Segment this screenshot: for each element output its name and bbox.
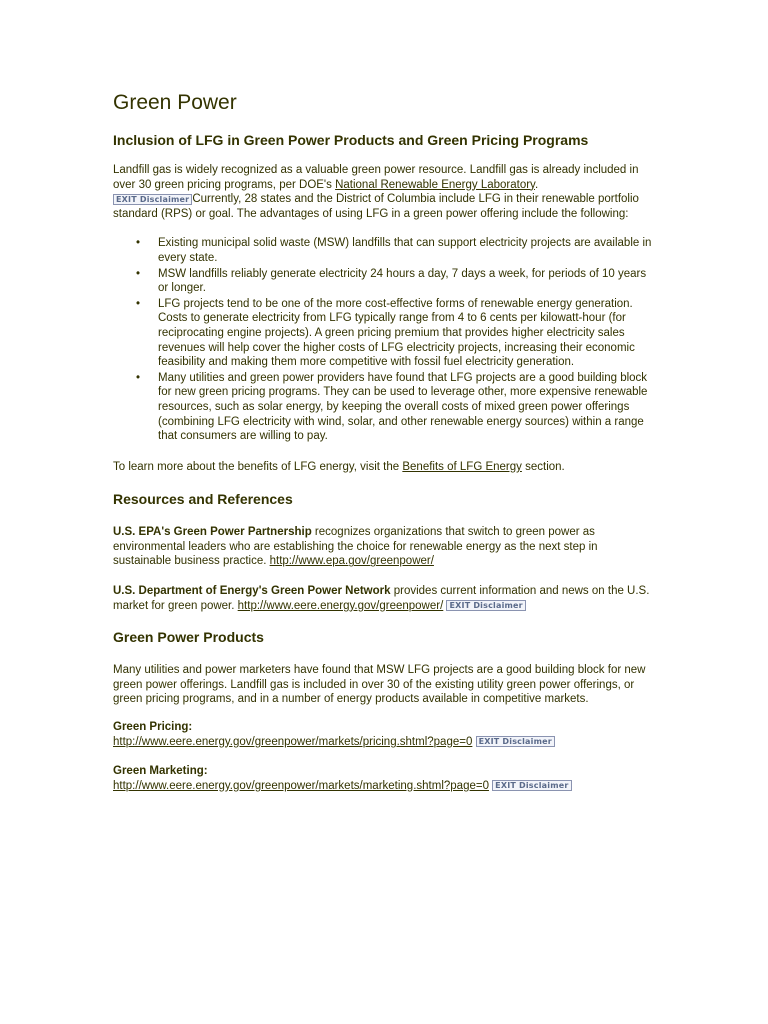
doe-greenpower-link[interactable]: http://www.eere.energy.gov/greenpower/ — [237, 599, 444, 612]
nrel-link[interactable]: National Renewable Energy Laboratory — [335, 178, 535, 191]
doe-program-name: U.S. Department of Energy's Green Power Network — [113, 585, 391, 598]
section-heading-lfg-inclusion: Inclusion of LFG in Green Power Products and Green Pricing Programs — [113, 132, 589, 148]
exit-disclaimer-badge[interactable]: EXIT Disclaimer — [476, 736, 555, 747]
bullet-icon: • — [136, 267, 141, 280]
benefits-of-lfg-link[interactable]: Benefits of LFG Energy — [402, 460, 522, 473]
page-title: Green Power — [113, 91, 237, 114]
epa-greenpower-link[interactable]: http://www.epa.gov/greenpower/ — [269, 555, 434, 568]
list-item-text: Existing municipal solid waste (MSW) landfills that can support electricity projects are available in every state. — [158, 237, 652, 264]
list-item-text: LFG projects tend to be one of the more cost-effective forms of renewable energy generation. Costs to generate electricity from LFG typically range from 4 to 6 cents per kilowatt-hour (for reciprocating engine projects). A green pricing premium that provides higher electricity sales revenues will help cover the higher costs of LFG electricity projects, increasing their economic feasibility and making them more competitive with fossil fuel electricity generation. — [158, 297, 635, 369]
section-heading-resources: Resources and References — [113, 491, 293, 508]
intro-paragraph — [113, 163, 658, 221]
green-marketing-label: Green Marketing: — [113, 765, 208, 778]
intro-text-part1: Landfill gas is widely recognized as a valuable green power resource. Landfill gas is already included in over 30 green pricing programs, per DOE's — [113, 164, 639, 191]
green-pricing-block — [113, 720, 658, 749]
exit-disclaimer-badge[interactable]: EXIT Disclaimer — [492, 780, 571, 791]
list-item — [136, 297, 658, 370]
document-page — [113, 88, 658, 808]
section-heading-products: Green Power Products — [113, 629, 264, 646]
learn-more-paragraph — [113, 460, 658, 475]
bullet-icon: • — [136, 237, 141, 250]
learn-more-trail: section. — [521, 460, 565, 473]
green-pricing-link[interactable]: http://www.eere.energy.gov/greenpower/markets/pricing.shtml?page=0 — [113, 735, 473, 748]
epa-description: recognizes organizations that switch to green power as environmental leaders who are establishing the choice for renewable energy as the next step in sustainable business practice. — [113, 526, 598, 568]
doe-description: provides current information and news on the U.S. market for green power. — [113, 585, 650, 612]
green-marketing-block — [113, 764, 658, 793]
list-item — [136, 267, 658, 296]
list-item — [136, 236, 658, 265]
bullet-icon: • — [136, 371, 141, 384]
epa-resource-paragraph — [113, 525, 658, 569]
list-item — [136, 371, 658, 444]
intro-text-part2: Currently, 28 states and the District of Columbia include LFG in their renewable portfolio standard (RPS) or goal. The advantages of using LFG in a green power offering include the following: — [113, 193, 639, 220]
advantages-list — [113, 236, 658, 443]
bullet-icon: • — [136, 297, 141, 310]
intro-link-trail: . — [534, 178, 539, 191]
green-marketing-link[interactable]: http://www.eere.energy.gov/greenpower/markets/marketing.shtml?page=0 — [113, 779, 489, 792]
exit-disclaimer-badge[interactable]: EXIT Disclaimer — [446, 600, 525, 611]
epa-program-name: U.S. EPA's Green Power Partnership — [113, 526, 312, 539]
list-item-text: Many utilities and green power providers have found that LFG projects are a good building block for new green pricing programs. They can be used to leverage other, more expensive renewable resources, such as solar energy, by keeping the overall costs of mixed green power offerings (combining LFG electricity with wind, solar, and other renewable energy sources) within a range that consumers are willing to pay. — [158, 371, 648, 443]
products-intro-paragraph: Many utilities and power marketers have found that MSW LFG projects are a good building block for new green power offerings. Landfill gas is included in over 30 of the existing utility green power offerings, or green pricing programs, and in a number of energy products available in competitive markets. — [113, 664, 646, 706]
learn-more-text: To learn more about the benefits of LFG energy, visit the — [113, 460, 403, 473]
exit-disclaimer-badge[interactable]: EXIT Disclaimer — [113, 194, 192, 205]
doe-resource-paragraph — [113, 584, 658, 613]
list-item-text: MSW landfills reliably generate electricity 24 hours a day, 7 days a week, for periods of 10 years or longer. — [158, 267, 647, 295]
green-pricing-label: Green Pricing: — [113, 721, 193, 734]
